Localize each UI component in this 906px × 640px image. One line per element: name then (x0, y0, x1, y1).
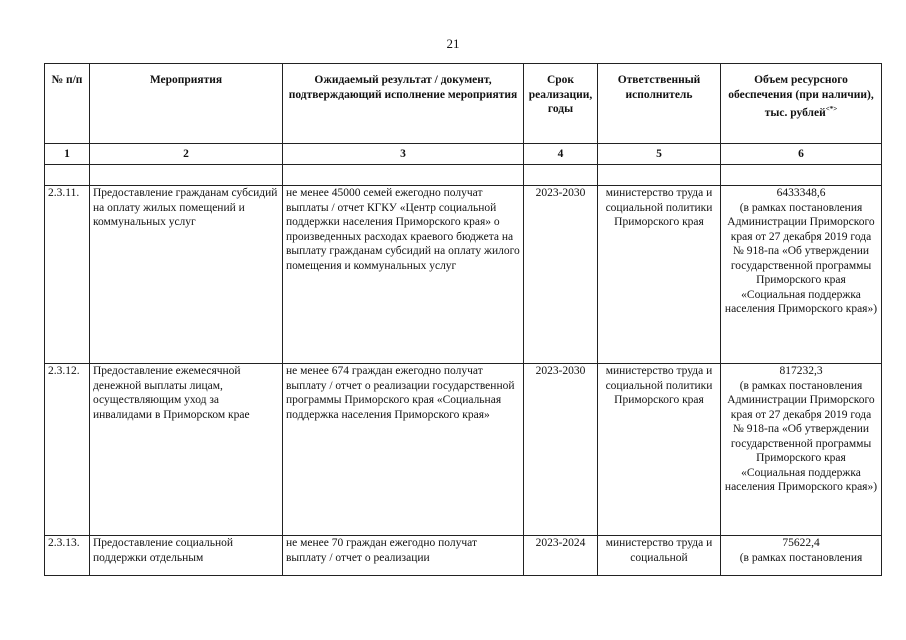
header-resources-cell (721, 64, 882, 144)
header-resources: Объем ресурсного обеспечения (при наличии), тыс. рублей (728, 74, 874, 119)
row-result: не менее 45000 семей ежегодно получат выплаты / отчет КГКУ «Центр социальной поддержки населения Приморского края» о произведенных расходах краевого бюджета на выплату гражданам субсидий на оплату жилого помещения и коммунальных услуг (283, 186, 524, 364)
row-number: 2.3.12. (45, 364, 90, 536)
row-resources (721, 186, 882, 364)
row-event: Предоставление ежемесячной денежной выплаты лицам, осуществляющим уход за инвалидами в Приморском крае (90, 364, 283, 536)
row-term: 2023-2030 (524, 186, 598, 364)
row-amount: 75622,4 (782, 537, 820, 549)
row-event: Предоставление гражданам субсидий на оплату жилых помещений и коммунальных услуг (90, 186, 283, 364)
empty-cell (721, 165, 882, 186)
header-resources-note: <*> (825, 105, 838, 113)
row-amount-note: (в рамках постановления Администрации Приморского края от 27 декабря 2019 года № 918-па «Об утверждении государственной программы Приморского края «Социальная поддержка населения Приморского края») (724, 201, 878, 315)
empty-cell (598, 165, 721, 186)
header-result: Ожидаемый результат / документ, подтверждающий исполнение мероприятия (283, 64, 524, 144)
empty-cell (283, 165, 524, 186)
table-row (45, 364, 882, 536)
row-resources (721, 364, 882, 536)
header-num: № п/п (45, 64, 90, 144)
row-event: Предоставление социальной поддержки отдельным (90, 536, 283, 576)
empty-cell (524, 165, 598, 186)
header-term: Срок реализации, годы (524, 64, 598, 144)
header-executor: Ответственный исполнитель (598, 64, 721, 144)
column-number: 3 (283, 144, 524, 165)
column-number: 1 (45, 144, 90, 165)
column-number: 5 (598, 144, 721, 165)
column-number: 4 (524, 144, 598, 165)
empty-cell (45, 165, 90, 186)
header-row (45, 64, 882, 144)
page-number: 21 (446, 36, 460, 51)
column-number: 6 (721, 144, 882, 165)
row-result: не менее 70 граждан ежегодно получат выплату / отчет о реализации (283, 536, 524, 576)
row-number: 2.3.11. (45, 186, 90, 364)
empty-cell (90, 165, 283, 186)
column-number: 2 (90, 144, 283, 165)
row-term: 2023-2030 (524, 364, 598, 536)
row-number: 2.3.13. (45, 536, 90, 576)
row-amount: 6433348,6 (776, 187, 826, 199)
row-executor: министерство труда и социальной политики Приморского края (598, 364, 721, 536)
row-term: 2023-2024 (524, 536, 598, 576)
column-numbers-row (45, 144, 882, 165)
table-row (45, 536, 882, 576)
row-executor: министерство труда и социальной политики Приморского края (598, 186, 721, 364)
row-result: не менее 674 граждан ежегодно получат выплату / отчет о реализации государственной программы Приморского края «Социальная поддержка населения Приморского края» (283, 364, 524, 536)
measures-table (44, 63, 882, 576)
empty-row (45, 165, 882, 186)
row-amount-note: (в рамках постановления (739, 551, 863, 564)
row-amount: 817232,3 (779, 365, 823, 377)
row-amount-note: (в рамках постановления Администрации Приморского края от 27 декабря 2019 года № 918-па «Об утверждении государственной программы Приморского края «Социальная поддержка населения Приморского края») (724, 379, 878, 493)
row-executor: министерство труда и социальной (598, 536, 721, 576)
table-row (45, 186, 882, 364)
header-event: Мероприятия (90, 64, 283, 144)
row-resources (721, 536, 882, 576)
